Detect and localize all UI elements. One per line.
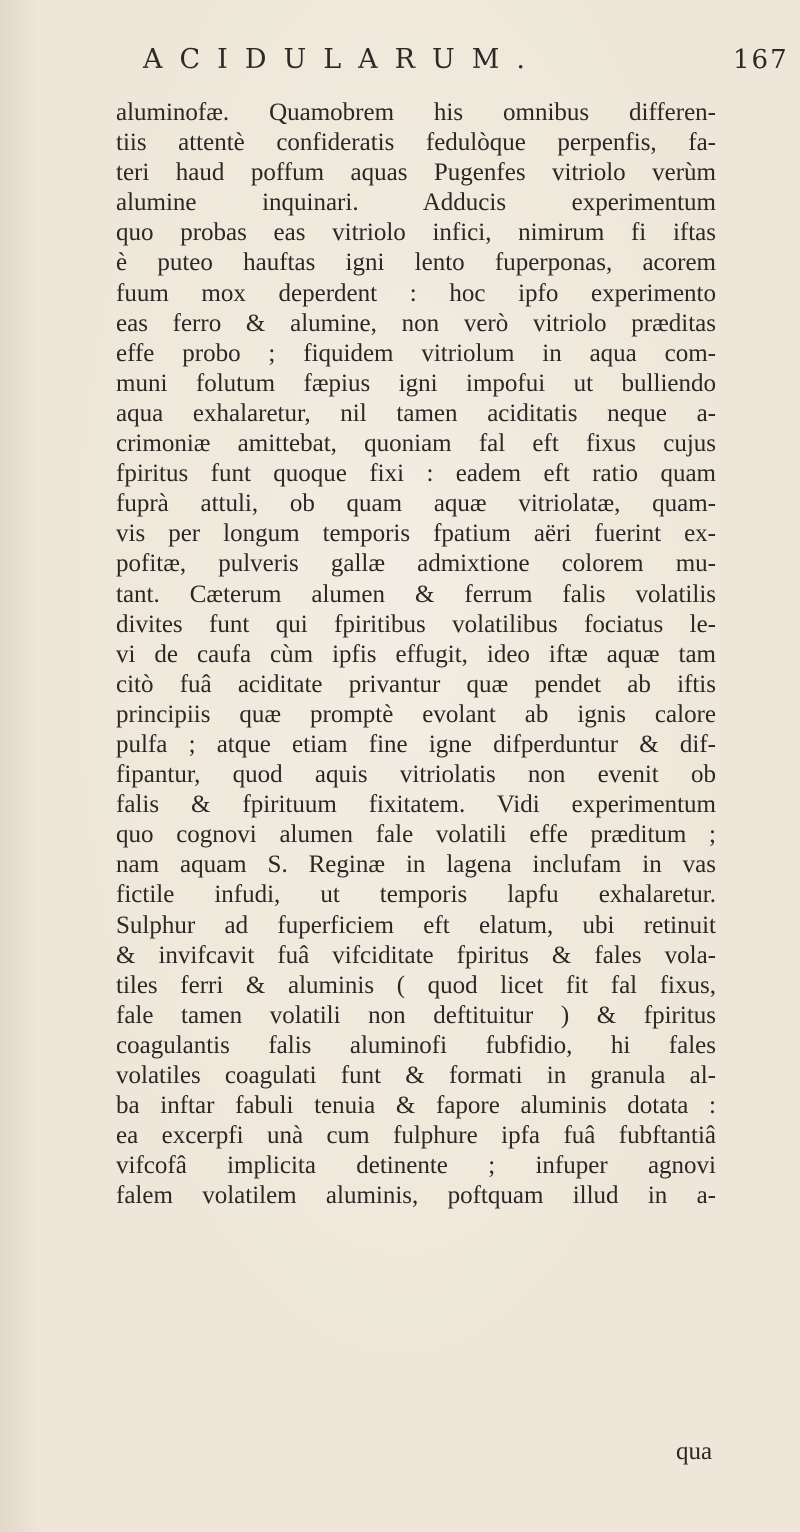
page-header bbox=[0, 44, 800, 84]
text-line: aluminofæ. Quamobrem his omnibus differen- bbox=[116, 99, 716, 126]
text-line: fipantur, quod aquis vitriolatis non evenit ob bbox=[116, 761, 716, 789]
text-line: muni folutum fæpius igni impofui ut bulliendo bbox=[116, 369, 716, 397]
text-line: citò fuâ aciditate privantur quæ pendet ab iftis bbox=[116, 670, 716, 698]
text-line: è puteo hauftas igni lento fuperponas, acorem bbox=[116, 249, 716, 277]
text-line: volatiles coagulati funt & formati in granula al- bbox=[116, 1062, 716, 1089]
text-line: pofitæ, pulveris gallæ admixtione colorem mu- bbox=[116, 550, 716, 578]
text-line: pulfa ; atque etiam fine igne difperduntur & dif- bbox=[116, 730, 716, 758]
text-line: vifcofâ implicita detinente ; infuper agnovi bbox=[116, 1152, 716, 1180]
text-line: quo cognovi alumen fale volatili effe præditum ; bbox=[116, 821, 716, 849]
text-line: falem volatilem aluminis, poftquam illud in a- bbox=[116, 1182, 716, 1210]
text-line: fuprà attuli, ob quam aquæ vitriolatæ, quam- bbox=[116, 490, 716, 518]
text-line: eas ferro & alumine, non verò vitriolo præditas bbox=[116, 309, 716, 337]
text-line: divites funt qui fpiritibus volatilibus fociatus le- bbox=[116, 610, 716, 638]
text-line: falis & fpirituum fixitatem. Vidi experimentum bbox=[116, 791, 716, 819]
text-line: ea excerpfi unà cum fulphure ipfa fuâ fubftantiâ bbox=[116, 1122, 716, 1150]
text-line: fpiritus funt quoque fixi : eadem eft ratio quam bbox=[116, 460, 716, 488]
text-line: crimoniæ amittebat, quoniam fal eft fixus cujus bbox=[116, 430, 716, 458]
text-line: fictile infudi, ut temporis lapfu exhalaretur. bbox=[116, 881, 716, 909]
text-line: effe probo ; fiquidem vitriolum in aqua com- bbox=[116, 339, 716, 367]
body-text bbox=[116, 98, 716, 1211]
text-line: nam aquam S. Reginæ in lagena inclufam in vas bbox=[116, 851, 716, 879]
text-line: aqua exhalaretur, nil tamen aciditatis neque a- bbox=[116, 399, 716, 427]
text-line: teri haud poffum aquas Pugenfes vitriolo verùm bbox=[116, 159, 716, 187]
text-line: tant. Cæterum alumen & ferrum falis volatilis bbox=[116, 580, 716, 608]
text-line: ba inftar fabuli tenuia & fapore aluminis dotata : bbox=[116, 1092, 716, 1120]
page-number: 167 bbox=[733, 45, 789, 75]
text-line: quo probas eas vitriolo infici, nimirum fi iftas bbox=[116, 219, 716, 247]
running-head: ACIDULARUM. bbox=[143, 44, 542, 75]
text-line: fale tamen volatili non deftituitur ) & fpiritus bbox=[116, 1001, 716, 1029]
text-line: Sulphur ad fuperficiem eft elatum, ubi retinuit bbox=[116, 911, 716, 939]
text-line: fuum mox deperdent : hoc ipfo experimento bbox=[116, 279, 716, 307]
text-line: vis per longum temporis fpatium aëri fuerint ex- bbox=[116, 520, 716, 548]
catchword: qua bbox=[676, 1438, 713, 1465]
text-line: alumine inquinari. Adducis experimentum bbox=[116, 189, 716, 217]
text-line: & invifcavit fuâ vifciditate fpiritus & fales vola- bbox=[116, 941, 716, 969]
text-line: vi de caufa cùm ipfis effugit, ideo iftæ aquæ tam bbox=[116, 640, 716, 668]
text-line: coagulantis falis aluminofi fubfidio, hi fales bbox=[116, 1031, 716, 1059]
text-line: principiis quæ promptè evolant ab ignis calore bbox=[116, 700, 716, 728]
text-line: tiles ferri & aluminis ( quod licet fit fal fixus, bbox=[116, 971, 716, 999]
text-line: tiis attentè confideratis fedulòque perpenfis, fa- bbox=[116, 129, 716, 157]
